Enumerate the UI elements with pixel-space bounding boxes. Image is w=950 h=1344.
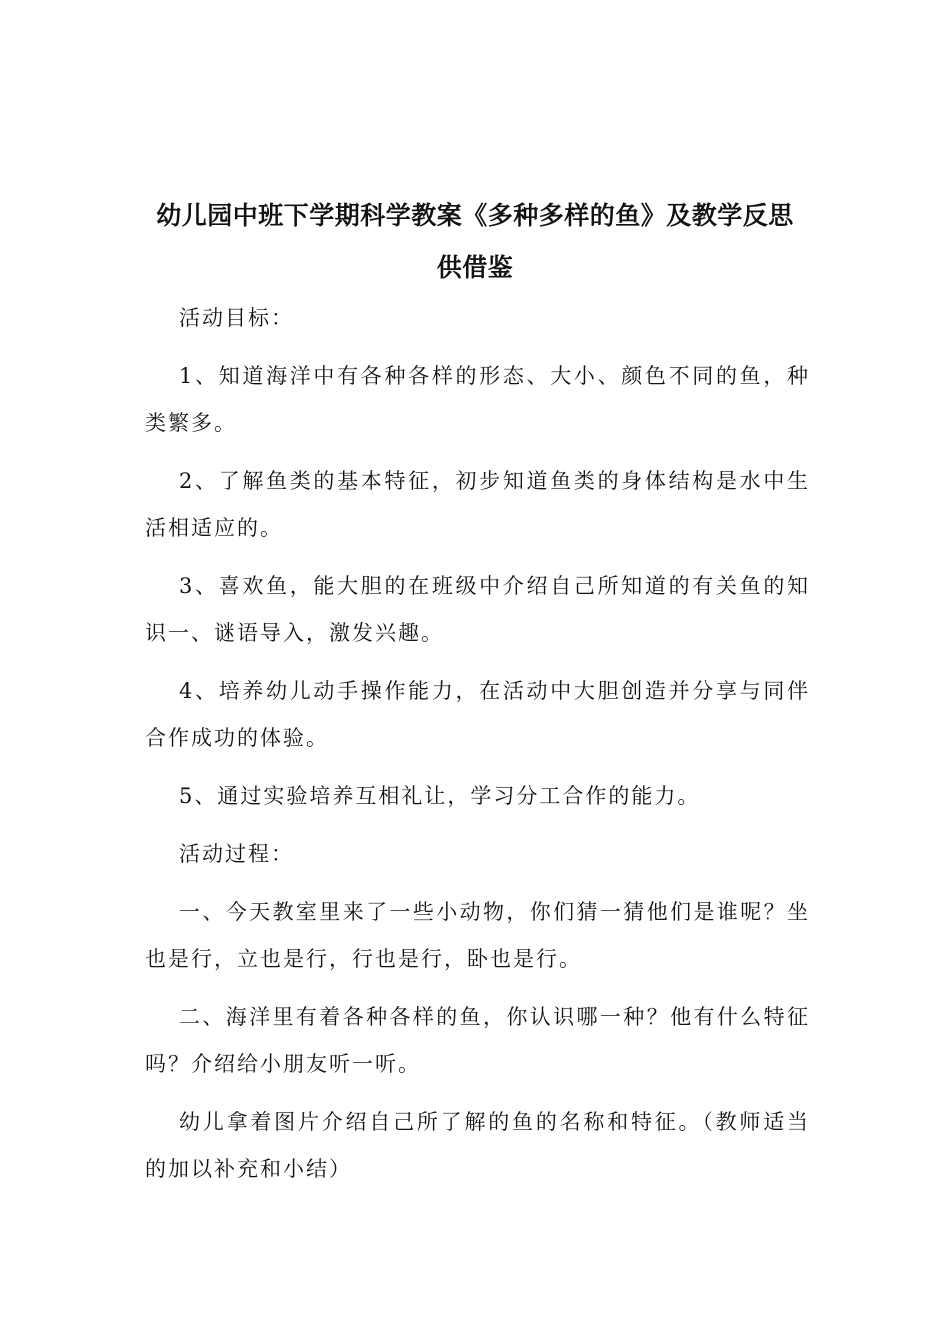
section-heading-goals: 活动目标： (179, 306, 294, 330)
process-note: 幼儿拿着图片介绍自己所了解的鱼的名称和特征。（教师适当的加以补充和小结） (145, 1110, 810, 1181)
section-heading-process: 活动过程： (179, 842, 294, 866)
process-step-1: 一、今天教室里来了一些小动物，你们猜一猜他们是谁呢？坐也是行，立也是行，行也是行，卧也是行。 (145, 900, 810, 971)
goal-item-1: 1、知道海洋中有各种各样的形态、大小、颜色不同的鱼，种类繁多。 (145, 364, 810, 435)
document-body (145, 295, 810, 1204)
process-step-2: 二、海洋里有着各种各样的鱼，你认识哪一种？他有什么特征吗？介绍给小朋友听一听。 (145, 1005, 810, 1076)
goal-item-4: 4、培养幼儿动手操作能力，在活动中大胆创造并分享与同伴合作成功的体验。 (145, 679, 810, 750)
goal-item-5: 5、通过实验培养互相礼让，学习分工合作的能力。 (179, 784, 701, 808)
document-title: 幼儿园中班下学期科学教案《多种多样的鱼》及教学反思供借鉴 (156, 201, 794, 282)
goal-item-2: 2、了解鱼类的基本特征，初步知道鱼类的身体结构是水中生活相适应的。 (145, 469, 810, 540)
goal-item-3: 3、喜欢鱼，能大胆的在班级中介绍自己所知道的有关鱼的知识一、谜语导入，激发兴趣。 (145, 574, 810, 645)
